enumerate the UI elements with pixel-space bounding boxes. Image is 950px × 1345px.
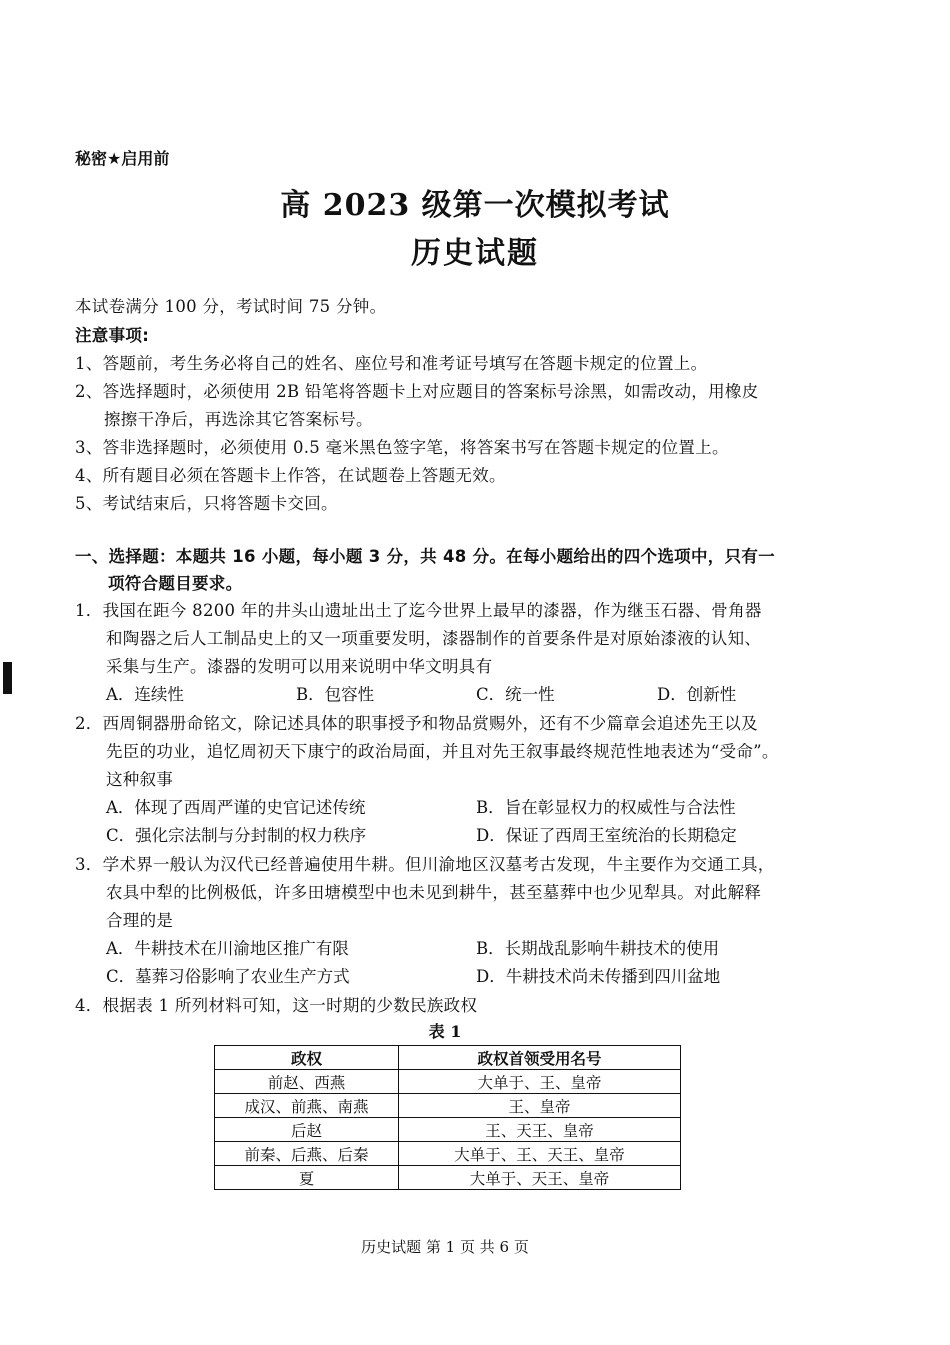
q3-option-d: D．牛耕技术尚未传播到四川盆地 bbox=[476, 967, 721, 986]
table-header-row bbox=[215, 1046, 681, 1070]
table-row bbox=[215, 1166, 681, 1190]
table-cell: 夏 bbox=[215, 1166, 399, 1190]
table-cell: 大单于、王、天王、皇帝 bbox=[399, 1142, 681, 1166]
secret-label: 秘密★启用前 bbox=[75, 149, 170, 168]
q2-option-d: D．保证了西周王室统治的长期稳定 bbox=[476, 826, 737, 845]
exam-title: 高 2023 级第一次模拟考试 bbox=[280, 188, 670, 223]
table-cell: 王、皇帝 bbox=[399, 1094, 681, 1118]
notice-item-2: 2、答选择题时，必须使用 2B 铅笔将答题卡上对应题目的答案标号涂黑，如需改动，用橡皮 bbox=[75, 382, 759, 401]
table-cell: 成汉、前燕、南燕 bbox=[215, 1094, 399, 1118]
q1-option-c: C．统一性 bbox=[476, 685, 555, 704]
q1-option-d: D．创新性 bbox=[657, 685, 737, 704]
scan-edge-mark bbox=[3, 662, 12, 694]
q3-option-c: C．墓葬习俗影响了农业生产方式 bbox=[106, 967, 350, 986]
notice-item-1: 1、答题前，考生务必将自己的姓名、座位号和准考证号填写在答题卡规定的位置上。 bbox=[75, 354, 708, 373]
exam-subtitle: 历史试题 bbox=[411, 236, 539, 271]
table-cell: 王、天王、皇帝 bbox=[399, 1118, 681, 1142]
notice-heading: 注意事项: bbox=[75, 326, 150, 345]
notice-item-2-cont: 擦擦干净后，再选涂其它答案标号。 bbox=[104, 410, 373, 429]
regime-title-table bbox=[214, 1045, 681, 1190]
q3-stem-line2: 农具中犁的比例极低，许多田塘模型中也未见到耕牛，甚至墓葬中也少见犁具。对此解释 bbox=[106, 883, 762, 902]
q2-option-c: C．强化宗法制与分封制的权力秩序 bbox=[106, 826, 367, 845]
q2-stem-line3: 这种叙事 bbox=[106, 770, 174, 789]
table-row bbox=[215, 1142, 681, 1166]
q2-option-b: B．旨在彰显权力的权威性与合法性 bbox=[476, 798, 736, 817]
table-row bbox=[215, 1070, 681, 1094]
notice-item-5: 5、考试结束后，只将答题卡交回。 bbox=[75, 494, 338, 513]
q3-stem-line3: 合理的是 bbox=[106, 911, 174, 930]
table-header-cell: 政权 bbox=[215, 1046, 399, 1070]
table-caption: 表 1 bbox=[428, 1022, 462, 1041]
q1-stem-line1: 1．我国在距今 8200 年的井头山遗址出土了迄今世界上最早的漆器，作为继玉石器、骨角器 bbox=[75, 601, 762, 620]
table-cell: 大单于、王、皇帝 bbox=[399, 1070, 681, 1094]
q2-stem-line1: 2．西周铜器册命铭文，除记述具体的职事授予和物品赏赐外，还有不少篇章会追述先王以及 bbox=[75, 714, 758, 733]
q1-option-a: A．连续性 bbox=[106, 685, 184, 704]
table-cell: 大单于、天王、皇帝 bbox=[399, 1166, 681, 1190]
q4-stem-line1: 4．根据表 1 所列材料可知，这一时期的少数民族政权 bbox=[75, 996, 478, 1015]
q1-option-b: B．包容性 bbox=[296, 685, 375, 704]
section-heading-cont: 项符合题目要求。 bbox=[108, 574, 243, 593]
table-header-cell: 政权首领受用名号 bbox=[399, 1046, 681, 1070]
q1-stem-line3: 采集与生产。漆器的发明可以用来说明中华文明具有 bbox=[106, 657, 493, 676]
table-cell: 前秦、后燕、后秦 bbox=[215, 1142, 399, 1166]
q1-stem-line2: 和陶器之后人工制品史上的又一项重要发明，漆器制作的首要条件是对原始漆液的认知、 bbox=[106, 629, 762, 648]
page-footer: 历史试题 第 1 页 共 6 页 bbox=[361, 1238, 529, 1256]
q3-option-b: B．长期战乱影响牛耕技术的使用 bbox=[476, 939, 720, 958]
notice-item-4: 4、所有题目必须在答题卡上作答，在试题卷上答题无效。 bbox=[75, 466, 506, 485]
q3-stem-line1: 3．学术界一般认为汉代已经普遍使用牛耕。但川渝地区汉墓考古发现，牛主要作为交通工具， bbox=[75, 855, 775, 874]
notice-item-3: 3、答非选择题时，必须使用 0.5 毫米黑色签字笔，将答案书写在答题卡规定的位置上。 bbox=[75, 438, 729, 457]
table-row bbox=[215, 1118, 681, 1142]
table-cell: 前赵、西燕 bbox=[215, 1070, 399, 1094]
q2-option-a: A．体现了西周严谨的史官记述传统 bbox=[106, 798, 366, 817]
table-row bbox=[215, 1094, 681, 1118]
q3-option-a: A．牛耕技术在川渝地区推广有限 bbox=[106, 939, 349, 958]
intro-text: 本试卷满分 100 分，考试时间 75 分钟。 bbox=[75, 297, 387, 316]
q2-stem-line2: 先臣的功业，追忆周初天下康宁的政治局面，并且对先王叙事最终规范性地表述为“受命”。 bbox=[106, 742, 779, 761]
table-cell: 后赵 bbox=[215, 1118, 399, 1142]
section-heading: 一、选择题：本题共 16 小题，每小题 3 分，共 48 分。在每小题给出的四个选项中，只有一 bbox=[75, 547, 775, 566]
